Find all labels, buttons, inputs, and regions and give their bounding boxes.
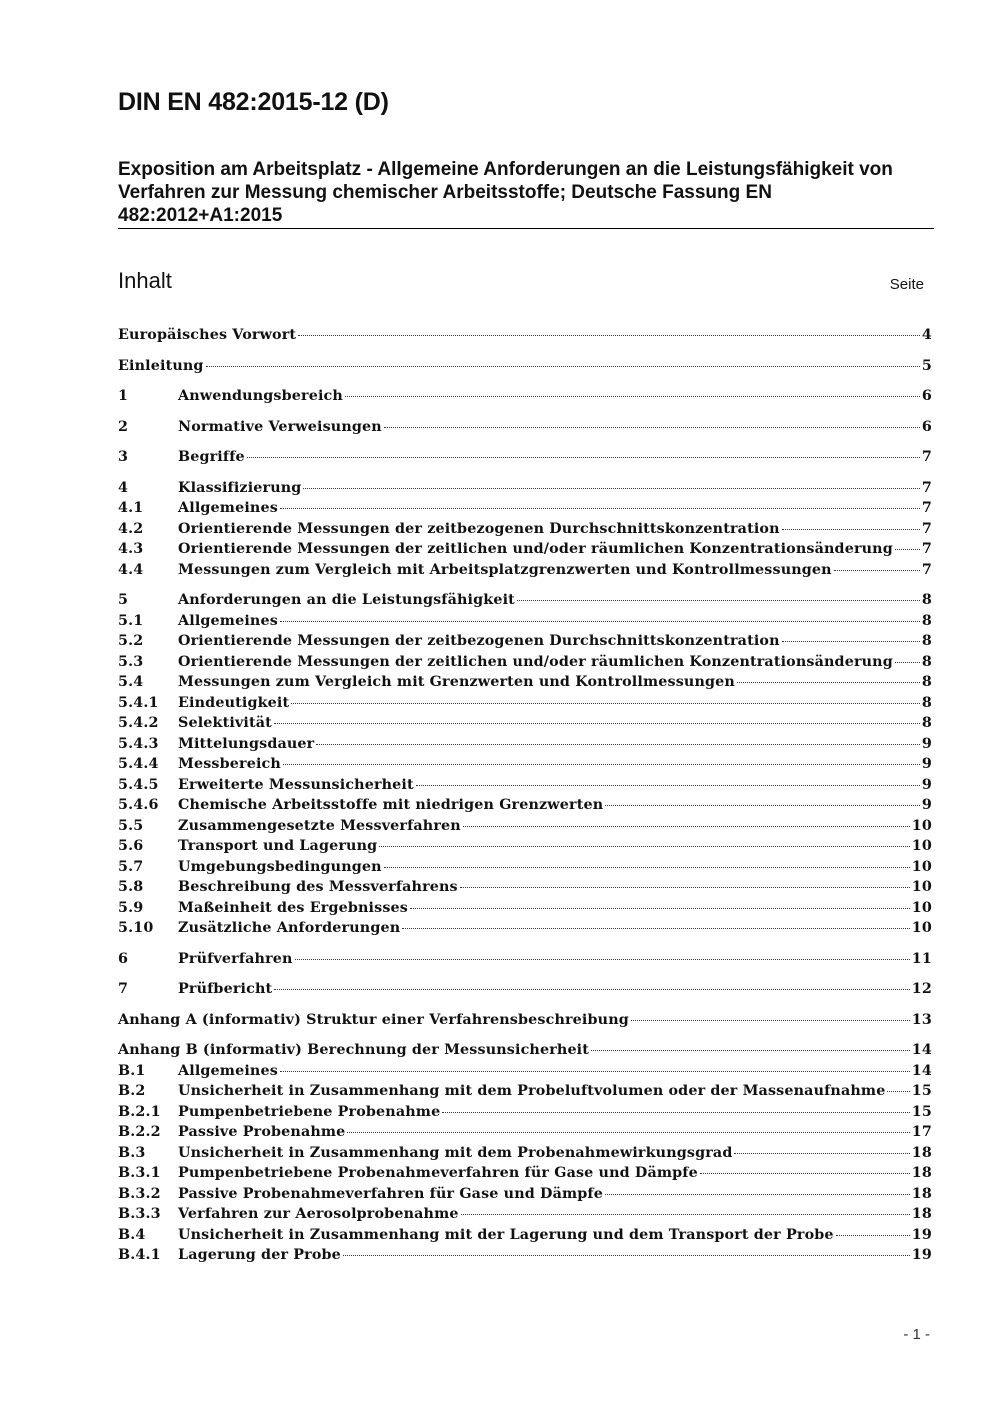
toc-entry-title: Unsicherheit in Zusammenhang mit dem Probenahmewirkungsgrad xyxy=(178,1144,733,1161)
toc-entry-page: 5 xyxy=(921,357,932,374)
toc-entry-page: 19 xyxy=(911,1226,932,1243)
toc-entry[interactable] xyxy=(118,734,932,755)
toc-entry-page: 4 xyxy=(921,327,932,343)
toc-entry-page: 10 xyxy=(911,899,932,916)
toc-entry[interactable] xyxy=(118,795,932,816)
toc-dot-leader xyxy=(887,1090,909,1092)
toc-entry-page: 18 xyxy=(911,1185,932,1202)
toc-entry-page: 8 xyxy=(921,715,932,731)
toc-entry[interactable] xyxy=(118,325,932,346)
toc-entry-page: 14 xyxy=(911,1042,932,1058)
toc-entry[interactable] xyxy=(118,1040,932,1061)
toc-entry[interactable] xyxy=(118,918,932,939)
toc-entry-page: 8 xyxy=(921,694,932,711)
toc-dot-leader xyxy=(345,395,920,397)
toc-entry[interactable] xyxy=(118,1204,932,1225)
toc-entry[interactable] xyxy=(118,1143,932,1164)
toc-dot-leader xyxy=(700,1172,910,1174)
toc-dot-leader xyxy=(280,507,920,509)
toc-entry-title: Unsicherheit in Zusammenhang mit dem Probeluftvolumen oder der Massenaufnahme xyxy=(178,1083,886,1099)
toc-dot-leader xyxy=(402,927,910,929)
toc-dot-leader xyxy=(410,907,910,909)
toc-entry-title: Pumpenbetriebene Probenahmeverfahren für Gase und Dämpfe xyxy=(178,1165,698,1181)
toc-entry-title: Einleitung xyxy=(118,357,204,374)
toc-entry[interactable] xyxy=(118,1010,932,1031)
toc-entry-title: Normative Verweisungen xyxy=(178,418,382,435)
toc-entry-page: 7 xyxy=(921,500,932,516)
toc-entry[interactable] xyxy=(118,498,932,519)
toc-entry-number: 5.4.1 xyxy=(118,694,159,711)
toc-entry-number: 5.6 xyxy=(118,838,144,854)
toc-dot-leader xyxy=(206,365,920,367)
toc-dot-leader xyxy=(442,1111,909,1113)
toc-entry-title: Selektivität xyxy=(178,715,272,731)
toc-page-column-label: Seite xyxy=(889,276,924,293)
toc-entry-title: Anhang A (informativ) Struktur einer Verfahrensbeschreibung xyxy=(118,1011,629,1028)
toc-dot-leader xyxy=(295,958,910,960)
toc-entry-title: Allgemeines xyxy=(178,1062,278,1079)
toc-entry-page: 10 xyxy=(911,838,932,854)
toc-dot-leader xyxy=(460,886,910,888)
toc-entry-title: Passive Probenahmeverfahren für Gase und Dämpfe xyxy=(178,1185,603,1202)
toc-entry-number: 4.2 xyxy=(118,520,144,537)
toc-entry-page: 7 xyxy=(921,561,932,578)
toc-entry-page: 7 xyxy=(921,479,932,496)
toc-entry[interactable] xyxy=(118,775,932,796)
toc-entry-title: Messungen zum Vergleich mit Grenzwerten und Kontrollmessungen xyxy=(178,674,735,690)
toc-entry-title: Pumpenbetriebene Probenahme xyxy=(178,1103,441,1120)
toc-entry[interactable] xyxy=(118,1225,932,1246)
toc-entry-number: B.1 xyxy=(118,1062,146,1079)
toc-entry-page: 9 xyxy=(921,735,932,752)
toc-entry-title: Verfahren zur Aerosolprobenahme xyxy=(178,1206,459,1222)
toc-entry-page: 8 xyxy=(921,592,932,608)
toc-dot-leader xyxy=(347,1131,909,1133)
toc-entry-title: Eindeutigkeit xyxy=(178,694,290,711)
toc-entry-number: 4.3 xyxy=(118,541,144,557)
toc-entry-number: B.3 xyxy=(118,1144,146,1161)
toc-entry-number: B.3.2 xyxy=(118,1185,161,1202)
toc-entry[interactable] xyxy=(118,1184,932,1205)
toc-entry[interactable] xyxy=(118,519,932,540)
toc-entry-number: 4.1 xyxy=(118,500,144,516)
toc-entry-number: 6 xyxy=(118,950,129,967)
toc-entry[interactable] xyxy=(118,631,932,652)
toc-dot-leader xyxy=(836,1234,910,1236)
toc-entry[interactable] xyxy=(118,857,932,878)
toc-entry[interactable] xyxy=(118,417,932,438)
toc-dot-leader xyxy=(291,702,920,704)
toc-dot-leader xyxy=(280,1070,910,1072)
toc-entry-page: 9 xyxy=(921,776,932,793)
toc-entry-page: 8 xyxy=(921,674,932,690)
toc-dot-leader xyxy=(316,743,920,745)
toc-entry-page: 18 xyxy=(911,1206,932,1222)
toc-entry-title: Allgemeines xyxy=(178,500,278,516)
toc-entry-title: Umgebungsbedingungen xyxy=(178,858,382,875)
toc-dot-leader xyxy=(463,825,910,827)
toc-entry-title: Klassifizierung xyxy=(178,479,302,496)
toc-entry-number: 2 xyxy=(118,418,129,435)
toc-entry[interactable] xyxy=(118,1061,932,1082)
toc-entry-number: 4 xyxy=(118,479,129,496)
toc-entry-page: 8 xyxy=(921,633,932,649)
toc-dot-leader xyxy=(782,640,920,642)
toc-entry-page: 17 xyxy=(911,1124,932,1140)
toc-entry-number: 5.4.6 xyxy=(118,797,159,813)
toc-entry-title: Passive Probenahme xyxy=(178,1124,346,1140)
toc-entry-page: 13 xyxy=(911,1011,932,1028)
toc-heading: Inhalt xyxy=(118,268,172,293)
toc-entry-number: 5.7 xyxy=(118,858,144,875)
toc-dot-leader xyxy=(737,681,920,683)
toc-entry-title: Unsicherheit in Zusammenhang mit der Lagerung und dem Transport der Probe xyxy=(178,1226,834,1243)
toc-dot-leader xyxy=(283,763,920,765)
toc-dot-leader xyxy=(461,1213,910,1215)
toc-entry-title: Messungen zum Vergleich mit Arbeitsplatzgrenzwerten und Kontrollmessungen xyxy=(178,561,832,578)
toc-entry[interactable] xyxy=(118,539,932,560)
toc-dot-leader xyxy=(274,722,920,724)
toc-entry-title: Beschreibung des Messverfahrens xyxy=(178,879,458,895)
toc-dot-leader xyxy=(734,1152,909,1154)
toc-entry-number: 5.4.2 xyxy=(118,715,159,731)
toc-dot-leader xyxy=(280,620,920,622)
toc-entry[interactable] xyxy=(118,713,932,734)
toc-entry[interactable] xyxy=(118,386,932,407)
toc-entry-number: 5.4.4 xyxy=(118,756,159,772)
toc-entry-title: Orientierende Messungen der zeitlichen und/oder räumlichen Konzentrationsänderung xyxy=(178,653,893,670)
toc-entry-number: 5.1 xyxy=(118,612,144,629)
toc-entry-number: 5.4 xyxy=(118,674,144,690)
toc-entry-page: 6 xyxy=(921,388,932,404)
toc-entry-title: Lagerung der Probe xyxy=(178,1247,341,1263)
toc-dot-leader xyxy=(591,1049,910,1051)
toc-entry-title: Erweiterte Messunsicherheit xyxy=(178,776,414,793)
toc-entry-title: Anforderungen an die Leistungsfähigkeit xyxy=(178,592,515,608)
toc-entry-number: B.2.1 xyxy=(118,1103,161,1120)
toc-entry-page: 7 xyxy=(921,541,932,557)
toc-entry-title: Anhang B (informativ) Berechnung der Messunsicherheit xyxy=(118,1042,590,1058)
toc-entry-page: 10 xyxy=(911,879,932,895)
toc-entry[interactable] xyxy=(118,652,932,673)
toc-entry-page: 7 xyxy=(921,449,932,465)
toc-entry-title: Allgemeines xyxy=(178,612,278,629)
toc-entry-page: 10 xyxy=(911,920,932,936)
toc-entry-number: 5.4.3 xyxy=(118,735,159,752)
toc-entry-number: 7 xyxy=(118,981,129,997)
toc-dot-leader xyxy=(834,569,920,571)
toc-entry-page: 7 xyxy=(921,520,932,537)
toc-entry-number: 5.2 xyxy=(118,633,144,649)
toc-entry-page: 14 xyxy=(911,1062,932,1079)
toc-entry[interactable] xyxy=(118,979,932,1000)
toc-entry[interactable] xyxy=(118,898,932,919)
toc-entry[interactable] xyxy=(118,672,932,693)
toc-entry[interactable] xyxy=(118,1102,932,1123)
toc-entry[interactable] xyxy=(118,949,932,970)
toc-entry[interactable] xyxy=(118,693,932,714)
toc-dot-leader xyxy=(605,1193,910,1195)
toc-entry-number: B.3.3 xyxy=(118,1206,161,1222)
toc-entry-title: Zusammengesetzte Messverfahren xyxy=(178,817,461,834)
toc-entry-page: 8 xyxy=(921,612,932,629)
toc-entry[interactable] xyxy=(118,836,932,857)
toc-entry-title: Zusätzliche Anforderungen xyxy=(178,920,401,936)
toc-entry-title: Europäisches Vorwort xyxy=(118,327,297,343)
toc-entry-page: 6 xyxy=(921,418,932,435)
toc-entry-number: 5.3 xyxy=(118,653,144,670)
toc-entry-number: 5.4.5 xyxy=(118,776,159,793)
toc-entry-page: 19 xyxy=(911,1247,932,1263)
toc-dot-leader xyxy=(379,845,910,847)
toc-entry-number: B.4 xyxy=(118,1226,146,1243)
toc-dot-leader xyxy=(303,487,919,489)
toc-entry-title: Messbereich xyxy=(178,756,281,772)
table-of-contents xyxy=(118,325,932,1266)
toc-entry-number: 5.8 xyxy=(118,879,144,895)
toc-entry[interactable] xyxy=(118,1245,932,1266)
page-number: - 1 - xyxy=(903,1326,930,1343)
toc-dot-leader xyxy=(895,661,920,663)
toc-entry[interactable] xyxy=(118,816,932,837)
toc-entry-title: Prüfbericht xyxy=(178,981,273,997)
subtitle-divider xyxy=(118,228,934,229)
toc-entry-title: Begriffe xyxy=(178,449,245,465)
toc-entry-page: 10 xyxy=(911,858,932,875)
document-title: DIN EN 482:2015-12 (D) xyxy=(118,88,389,116)
toc-entry-title: Prüfverfahren xyxy=(178,950,293,967)
toc-entry-number: B.2 xyxy=(118,1083,146,1099)
toc-entry-page: 9 xyxy=(921,797,932,813)
toc-entry-number: 5.10 xyxy=(118,920,154,936)
toc-entry-page: 15 xyxy=(911,1083,932,1099)
toc-entry[interactable] xyxy=(118,1122,932,1143)
toc-entry[interactable] xyxy=(118,590,932,611)
toc-entry-title: Orientierende Messungen der zeitbezogenen Durchschnittskonzentration xyxy=(178,633,780,649)
toc-entry-number: 1 xyxy=(118,388,129,404)
toc-entry[interactable] xyxy=(118,447,932,468)
toc-dot-leader xyxy=(782,528,920,530)
toc-entry[interactable] xyxy=(118,1081,932,1102)
toc-entry-number: 5.5 xyxy=(118,817,144,834)
toc-entry-page: 9 xyxy=(921,756,932,772)
toc-entry[interactable] xyxy=(118,560,932,581)
toc-entry[interactable] xyxy=(118,611,932,632)
toc-dot-leader xyxy=(517,599,920,601)
toc-entry-number: B.3.1 xyxy=(118,1165,161,1181)
toc-entry-title: Mittelungsdauer xyxy=(178,735,315,752)
toc-entry-number: 5 xyxy=(118,592,129,608)
toc-dot-leader xyxy=(247,456,920,458)
toc-entry-number: B.4.1 xyxy=(118,1247,161,1263)
toc-dot-leader xyxy=(274,988,910,990)
toc-entry-page: 11 xyxy=(911,950,932,967)
toc-entry-page: 10 xyxy=(911,817,932,834)
toc-dot-leader xyxy=(416,784,920,786)
document-subtitle: Exposition am Arbeitsplatz - Allgemeine Anforderungen an die Leistungsfähigkeit von Verfahren zur Messung chemischer Arbeitsstoffe; Deutsche Fassung EN 482:2012+A1:2015 xyxy=(118,159,893,226)
toc-dot-leader xyxy=(298,334,920,336)
toc-entry[interactable] xyxy=(118,478,932,499)
toc-entry[interactable] xyxy=(118,356,932,377)
toc-entry-title: Anwendungsbereich xyxy=(178,388,343,404)
toc-entry-number: 3 xyxy=(118,449,129,465)
toc-entry-title: Transport und Lagerung xyxy=(178,838,378,854)
toc-entry-page: 8 xyxy=(921,653,932,670)
toc-entry-title: Maßeinheit des Ergebnisses xyxy=(178,899,408,916)
toc-entry-page: 18 xyxy=(911,1165,932,1181)
toc-dot-leader xyxy=(895,548,920,550)
toc-entry[interactable] xyxy=(118,1163,932,1184)
toc-dot-leader xyxy=(384,866,910,868)
toc-entry[interactable] xyxy=(118,754,932,775)
toc-dot-leader xyxy=(384,426,920,428)
toc-dot-leader xyxy=(343,1254,910,1256)
toc-entry-page: 12 xyxy=(911,981,932,997)
toc-entry-title: Chemische Arbeitsstoffe mit niedrigen Grenzwerten xyxy=(178,797,604,813)
toc-entry[interactable] xyxy=(118,877,932,898)
toc-entry-title: Orientierende Messungen der zeitlichen und/oder räumlichen Konzentrationsänderung xyxy=(178,541,893,557)
toc-dot-leader xyxy=(631,1019,910,1021)
toc-entry-number: B.2.2 xyxy=(118,1124,161,1140)
toc-entry-page: 15 xyxy=(911,1103,932,1120)
toc-entry-title: Orientierende Messungen der zeitbezogenen Durchschnittskonzentration xyxy=(178,520,780,537)
toc-entry-number: 4.4 xyxy=(118,561,144,578)
toc-dot-leader xyxy=(605,804,920,806)
toc-entry-page: 18 xyxy=(911,1144,932,1161)
toc-entry-number: 5.9 xyxy=(118,899,144,916)
